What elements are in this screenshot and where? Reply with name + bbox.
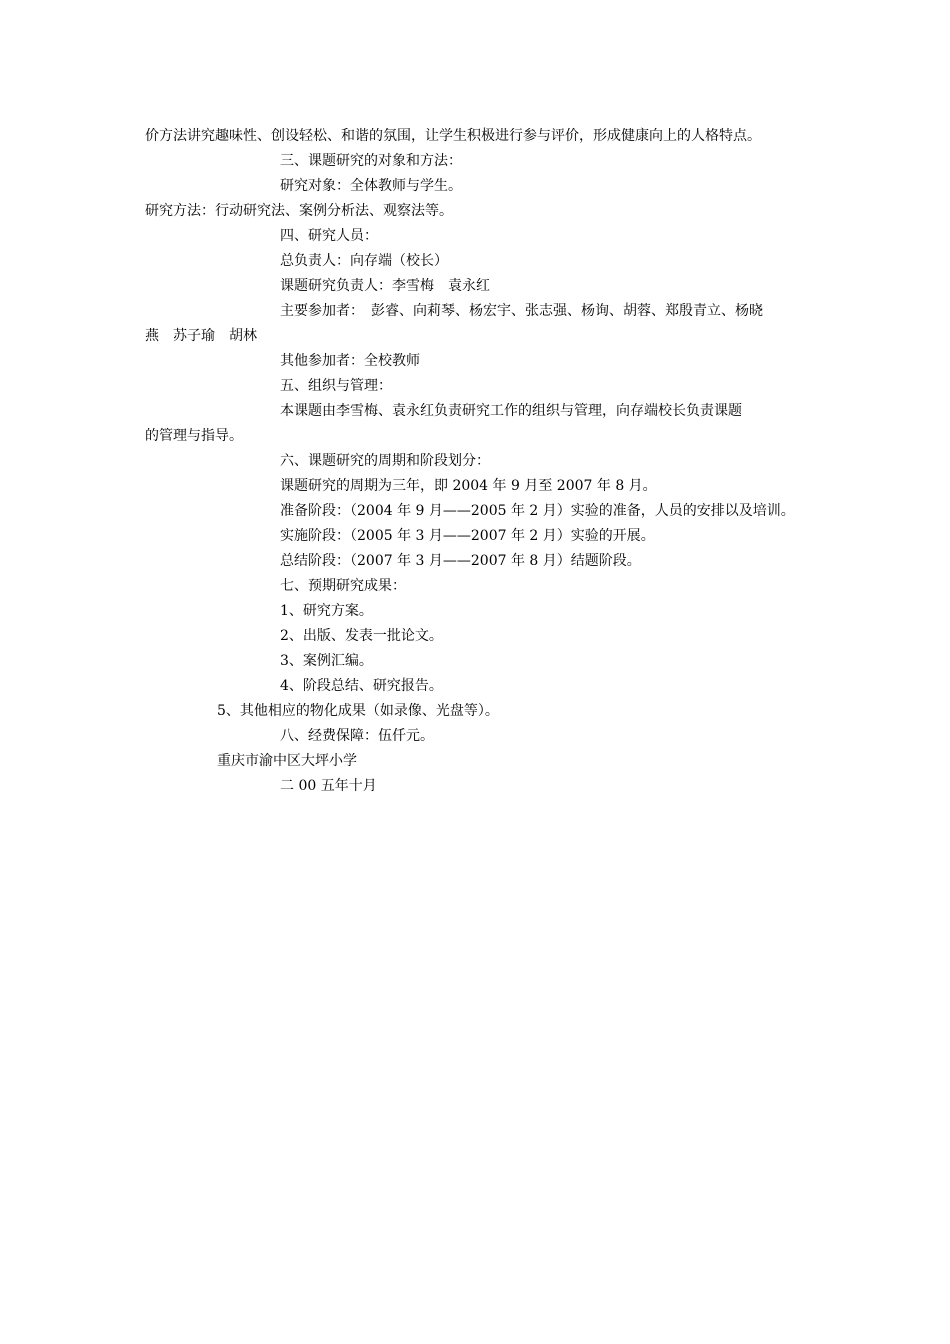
paragraph-line: 课题研究的周期为三年，即 2004 年 9 月至 2007 年 8 月。 <box>280 478 657 494</box>
paragraph-line: 燕 苏子瑜 胡林 <box>145 328 257 344</box>
section-heading: 八、经费保障：伍仟元。 <box>280 728 434 744</box>
paragraph-line: 总结阶段：（2007 年 3 月——2007 年 8 月）结题阶段。 <box>280 553 641 569</box>
section-heading: 六、课题研究的周期和阶段划分： <box>280 453 490 469</box>
section-heading: 五、组织与管理： <box>280 378 392 394</box>
list-item: 5、其他相应的物化成果（如录像、光盘等）。 <box>217 703 499 719</box>
paragraph-line: 其他参加者：全校教师 <box>280 353 420 369</box>
paragraph-line: 主要参加者： 彭睿、向莉琴、杨宏宇、张志强、杨询、胡蓉、郑殷青立、杨晓 <box>280 303 763 319</box>
section-heading: 三、课题研究的对象和方法： <box>280 153 462 169</box>
paragraph-line: 本课题由李雪梅、袁永红负责研究工作的组织与管理，向存端校长负责课题 <box>280 403 742 419</box>
paragraph-line: 准备阶段：（2004 年 9 月——2005 年 2 月）实验的准备，人员的安排以及培训。 <box>280 503 795 519</box>
paragraph-line: 实施阶段：（2005 年 3 月——2007 年 2 月）实验的开展。 <box>280 528 655 544</box>
list-item: 3、案例汇编。 <box>280 653 373 669</box>
signature-organization: 重庆市渝中区大坪小学 <box>217 753 357 769</box>
paragraph-line: 研究方法：行动研究法、案例分析法、观察法等。 <box>145 203 453 219</box>
signature-date: 二 00 五年十月 <box>280 778 377 794</box>
paragraph-line: 的管理与指导。 <box>145 428 243 444</box>
section-heading: 七、预期研究成果： <box>280 578 406 594</box>
list-item: 2、出版、发表一批论文。 <box>280 628 443 644</box>
section-heading: 四、研究人员： <box>280 228 378 244</box>
paragraph-line: 价方法讲究趣味性、创设轻松、和谐的氛围，让学生积极进行参与评价，形成健康向上的人格特点。 <box>145 128 761 144</box>
paragraph-line: 总负责人：向存端（校长） <box>280 253 448 269</box>
list-item: 1、研究方案。 <box>280 603 373 619</box>
paragraph-line: 研究对象：全体教师与学生。 <box>280 178 462 194</box>
list-item: 4、阶段总结、研究报告。 <box>280 678 443 694</box>
paragraph-line: 课题研究负责人：李雪梅 袁永红 <box>280 278 490 294</box>
